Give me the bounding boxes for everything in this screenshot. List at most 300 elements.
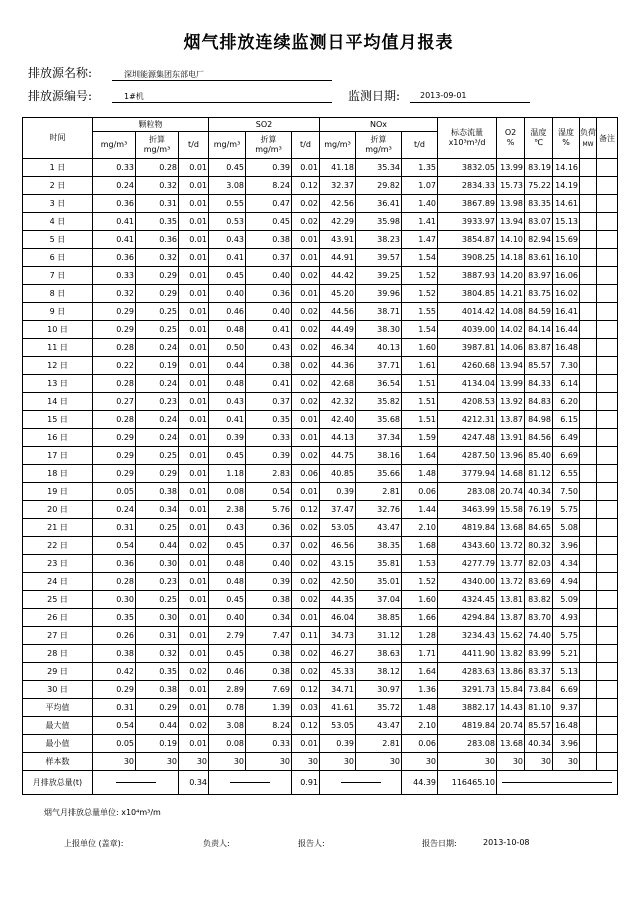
day-value-cell: 14.19 — [553, 177, 580, 195]
header-so2-mg: mg/m³ — [209, 132, 246, 159]
day-value-cell: 0.01 — [179, 519, 209, 537]
header-hum-label: 湿度 — [558, 128, 575, 137]
day-value-cell: 42.56 — [320, 195, 356, 213]
total-row — [23, 771, 618, 795]
day-value-cell: 41.18 — [320, 159, 356, 177]
day-value-cell: 0.55 — [209, 195, 246, 213]
day-value-cell: 0.46 — [209, 663, 246, 681]
day-row — [23, 375, 618, 393]
day-value-cell: 0.40 — [209, 285, 246, 303]
day-value-cell: 0.36 — [93, 555, 136, 573]
day-value-cell: 4277.79 — [438, 555, 497, 573]
day-value-cell: 0.24 — [136, 375, 179, 393]
day-value-cell: 4212.31 — [438, 411, 497, 429]
day-value-cell: 0.47 — [246, 195, 292, 213]
day-row — [23, 627, 618, 645]
day-label-cell: 13 日 — [23, 375, 93, 393]
day-value-cell: 83.70 — [525, 609, 553, 627]
load-cell — [580, 375, 597, 393]
day-value-cell: 82.03 — [525, 555, 553, 573]
day-value-cell: 0.30 — [136, 609, 179, 627]
day-value-cell: 43.91 — [320, 231, 356, 249]
total-so2-dash — [209, 771, 292, 795]
header-so2-conv — [246, 132, 292, 159]
load-cell — [580, 411, 597, 429]
header-flow — [438, 118, 497, 159]
note-cell — [597, 663, 618, 681]
day-value-cell: 5.75 — [553, 627, 580, 645]
note-cell — [597, 375, 618, 393]
day-value-cell: 1.41 — [402, 213, 438, 231]
day-value-cell: 13.87 — [497, 411, 525, 429]
day-value-cell: 30.97 — [356, 681, 402, 699]
day-value-cell: 0.24 — [136, 411, 179, 429]
day-value-cell: 0.01 — [292, 429, 320, 447]
day-value-cell: 0.01 — [179, 321, 209, 339]
day-value-cell: 0.33 — [93, 159, 136, 177]
note-cell — [597, 519, 618, 537]
day-label-cell: 3 日 — [23, 195, 93, 213]
stat-value-cell: 30 — [438, 753, 497, 771]
day-value-cell: 42.40 — [320, 411, 356, 429]
stat-value-cell: 0.19 — [136, 735, 179, 753]
load-cell — [580, 699, 597, 717]
day-row — [23, 393, 618, 411]
day-value-cell: 0.38 — [93, 645, 136, 663]
load-cell — [580, 609, 597, 627]
day-value-cell: 36.54 — [356, 375, 402, 393]
day-value-cell: 1.44 — [402, 501, 438, 519]
day-value-cell: 0.24 — [93, 177, 136, 195]
day-value-cell: 14.02 — [497, 321, 525, 339]
load-cell — [580, 249, 597, 267]
day-value-cell: 42.68 — [320, 375, 356, 393]
day-value-cell: 0.39 — [209, 429, 246, 447]
note-cell — [597, 339, 618, 357]
stat-value-cell: 30 — [320, 753, 356, 771]
day-value-cell: 0.29 — [93, 429, 136, 447]
note-cell — [597, 501, 618, 519]
source-name-value: 深圳能源集团东部电厂 — [124, 70, 204, 79]
day-value-cell: 0.01 — [179, 195, 209, 213]
load-cell — [580, 735, 597, 753]
note-cell — [597, 645, 618, 663]
stat-value-cell: 0.54 — [93, 717, 136, 735]
day-value-cell: 34.71 — [320, 681, 356, 699]
stat-value-cell: 30 — [93, 753, 136, 771]
day-value-cell: 13.94 — [497, 213, 525, 231]
load-cell — [580, 627, 597, 645]
day-value-cell: 0.01 — [292, 231, 320, 249]
source-no-row — [28, 87, 92, 104]
day-value-cell: 44.91 — [320, 249, 356, 267]
day-value-cell: 2.89 — [209, 681, 246, 699]
note-cell — [597, 177, 618, 195]
day-row — [23, 339, 618, 357]
day-row — [23, 681, 618, 699]
day-value-cell: 83.87 — [525, 339, 553, 357]
day-value-cell: 3987.81 — [438, 339, 497, 357]
day-row — [23, 285, 618, 303]
day-value-cell: 1.51 — [402, 411, 438, 429]
day-value-cell: 4039.00 — [438, 321, 497, 339]
day-value-cell: 39.57 — [356, 249, 402, 267]
header-pm-conv-label: 折算 — [149, 135, 165, 144]
load-cell — [580, 321, 597, 339]
day-value-cell: 0.11 — [292, 627, 320, 645]
day-value-cell: 0.02 — [292, 555, 320, 573]
day-value-cell: 46.56 — [320, 537, 356, 555]
day-value-cell: 40.85 — [320, 465, 356, 483]
day-label-cell: 8 日 — [23, 285, 93, 303]
day-value-cell: 35.66 — [356, 465, 402, 483]
day-value-cell: 43.15 — [320, 555, 356, 573]
note-cell — [597, 159, 618, 177]
day-value-cell: 0.02 — [179, 537, 209, 555]
stat-value-cell: 0.31 — [93, 699, 136, 717]
note-cell — [597, 465, 618, 483]
header-o2-label: O2 — [504, 128, 517, 137]
day-value-cell: 83.35 — [525, 195, 553, 213]
load-cell — [580, 555, 597, 573]
day-label-cell: 4 日 — [23, 213, 93, 231]
day-label-cell: 11 日 — [23, 339, 93, 357]
stat-value-cell: 43.47 — [356, 717, 402, 735]
day-value-cell: 45.20 — [320, 285, 356, 303]
day-value-cell: 0.42 — [93, 663, 136, 681]
day-value-cell: 0.02 — [292, 195, 320, 213]
day-value-cell: 44.13 — [320, 429, 356, 447]
day-value-cell: 4247.48 — [438, 429, 497, 447]
stat-label-cell: 样本数 — [23, 753, 93, 771]
stat-value-cell: 30 — [402, 753, 438, 771]
day-label-cell: 20 日 — [23, 501, 93, 519]
day-value-cell: 0.35 — [246, 411, 292, 429]
day-value-cell: 0.29 — [93, 681, 136, 699]
day-value-cell: 32.76 — [356, 501, 402, 519]
day-value-cell: 16.06 — [553, 267, 580, 285]
day-value-cell: 7.30 — [553, 357, 580, 375]
day-row — [23, 555, 618, 573]
day-value-cell: 15.13 — [553, 213, 580, 231]
day-value-cell: 44.49 — [320, 321, 356, 339]
day-value-cell: 0.01 — [179, 339, 209, 357]
day-value-cell: 0.02 — [292, 321, 320, 339]
day-value-cell: 2.38 — [209, 501, 246, 519]
day-value-cell: 38.85 — [356, 609, 402, 627]
day-value-cell: 0.40 — [209, 609, 246, 627]
day-value-cell: 36.41 — [356, 195, 402, 213]
header-pm-mg: mg/m³ — [93, 132, 136, 159]
day-row — [23, 663, 618, 681]
day-value-cell: 0.48 — [209, 555, 246, 573]
date-label: 监测日期: — [348, 89, 401, 103]
day-value-cell: 0.29 — [93, 303, 136, 321]
day-row — [23, 231, 618, 249]
day-value-cell: 0.45 — [209, 591, 246, 609]
day-value-cell: 0.12 — [292, 681, 320, 699]
day-value-cell: 0.38 — [246, 591, 292, 609]
day-value-cell: 14.18 — [497, 249, 525, 267]
day-value-cell: 0.54 — [93, 537, 136, 555]
stat-row — [23, 717, 618, 735]
day-value-cell: 0.33 — [246, 429, 292, 447]
header-o2 — [497, 118, 525, 159]
day-value-cell: 4287.50 — [438, 447, 497, 465]
day-row — [23, 177, 618, 195]
day-value-cell: 16.02 — [553, 285, 580, 303]
day-row — [23, 519, 618, 537]
day-row — [23, 591, 618, 609]
day-value-cell: 83.07 — [525, 213, 553, 231]
day-value-cell: 0.45 — [246, 213, 292, 231]
day-value-cell: 0.25 — [136, 303, 179, 321]
note-cell — [597, 555, 618, 573]
load-cell — [580, 573, 597, 591]
header-pm-td: t/d — [179, 132, 209, 159]
day-value-cell: 0.29 — [136, 267, 179, 285]
stat-value-cell: 0.01 — [179, 735, 209, 753]
day-value-cell: 0.26 — [93, 627, 136, 645]
day-value-cell: 3234.43 — [438, 627, 497, 645]
stat-value-cell: 0.39 — [320, 735, 356, 753]
stat-label-cell: 平均值 — [23, 699, 93, 717]
day-label-cell: 27 日 — [23, 627, 93, 645]
day-value-cell: 84.65 — [525, 519, 553, 537]
day-value-cell: 0.34 — [246, 609, 292, 627]
day-value-cell: 6.15 — [553, 411, 580, 429]
day-value-cell: 15.73 — [497, 177, 525, 195]
day-label-cell: 29 日 — [23, 663, 93, 681]
day-label-cell: 1 日 — [23, 159, 93, 177]
day-label-cell: 7 日 — [23, 267, 93, 285]
day-label-cell: 15 日 — [23, 411, 93, 429]
day-value-cell: 35.34 — [356, 159, 402, 177]
note-cell — [597, 735, 618, 753]
stat-value-cell: 13.68 — [497, 735, 525, 753]
day-value-cell: 1.60 — [402, 339, 438, 357]
day-value-cell: 0.08 — [209, 483, 246, 501]
load-cell — [580, 339, 597, 357]
day-value-cell: 0.31 — [93, 519, 136, 537]
day-value-cell: 0.31 — [136, 195, 179, 213]
header-nox-conv — [356, 132, 402, 159]
day-value-cell: 4014.42 — [438, 303, 497, 321]
stat-value-cell: 41.61 — [320, 699, 356, 717]
header-nox-conv-unit: mg/m³ — [365, 145, 392, 154]
day-value-cell: 15.58 — [497, 501, 525, 519]
note-cell — [597, 627, 618, 645]
day-value-cell: 0.41 — [246, 321, 292, 339]
day-label-cell: 12 日 — [23, 357, 93, 375]
day-value-cell: 0.01 — [179, 285, 209, 303]
day-value-cell: 0.01 — [292, 609, 320, 627]
day-value-cell: 0.35 — [136, 213, 179, 231]
day-value-cell: 0.43 — [209, 393, 246, 411]
day-value-cell: 0.29 — [136, 285, 179, 303]
stat-value-cell: 30 — [179, 753, 209, 771]
stats-rows — [23, 699, 618, 771]
note-cell — [597, 321, 618, 339]
day-value-cell: 3933.97 — [438, 213, 497, 231]
stat-value-cell: 35.72 — [356, 699, 402, 717]
day-value-cell: 0.01 — [179, 159, 209, 177]
day-value-cell: 0.54 — [246, 483, 292, 501]
day-value-cell: 13.77 — [497, 555, 525, 573]
note-cell — [597, 537, 618, 555]
day-value-cell: 38.12 — [356, 663, 402, 681]
day-value-cell: 0.30 — [93, 591, 136, 609]
note-cell — [597, 411, 618, 429]
source-no-value: 1#机 — [124, 92, 144, 101]
day-value-cell: 0.01 — [292, 159, 320, 177]
total-nox: 44.39 — [402, 771, 438, 795]
header-pm-conv-unit: mg/m³ — [143, 145, 171, 154]
day-value-cell: 0.38 — [246, 231, 292, 249]
load-cell — [580, 267, 597, 285]
day-value-cell: 35.68 — [356, 411, 402, 429]
note-cell — [597, 681, 618, 699]
day-value-cell: 84.56 — [525, 429, 553, 447]
day-value-cell: 0.28 — [93, 375, 136, 393]
day-value-cell: 14.68 — [497, 465, 525, 483]
day-value-cell: 42.50 — [320, 573, 356, 591]
day-value-cell: 0.24 — [136, 429, 179, 447]
day-value-cell: 0.01 — [179, 447, 209, 465]
day-value-cell: 0.40 — [246, 303, 292, 321]
stat-label-cell: 最小值 — [23, 735, 93, 753]
day-value-cell: 0.28 — [93, 339, 136, 357]
day-value-cell: 16.44 — [553, 321, 580, 339]
day-value-cell: 83.61 — [525, 249, 553, 267]
day-value-cell: 40.13 — [356, 339, 402, 357]
day-value-cell: 1.48 — [402, 465, 438, 483]
header-temp-unit: ℃ — [534, 138, 543, 147]
day-value-cell: 44.42 — [320, 267, 356, 285]
day-value-cell: 3291.73 — [438, 681, 497, 699]
day-value-cell: 0.01 — [179, 501, 209, 519]
day-value-cell: 0.41 — [209, 249, 246, 267]
day-value-cell: 0.31 — [136, 627, 179, 645]
day-row — [23, 609, 618, 627]
day-value-cell: 37.71 — [356, 357, 402, 375]
day-value-cell: 14.08 — [497, 303, 525, 321]
day-value-cell: 38.63 — [356, 645, 402, 663]
stat-value-cell: 8.24 — [246, 717, 292, 735]
day-value-cell: 0.02 — [292, 339, 320, 357]
day-value-cell: 46.34 — [320, 339, 356, 357]
day-row — [23, 429, 618, 447]
day-value-cell: 2.10 — [402, 519, 438, 537]
stat-value-cell: 30 — [136, 753, 179, 771]
total-so2: 0.91 — [292, 771, 320, 795]
day-value-cell: 13.96 — [497, 447, 525, 465]
day-value-cell: 4343.60 — [438, 537, 497, 555]
load-cell — [580, 537, 597, 555]
day-value-cell: 0.25 — [136, 447, 179, 465]
day-value-cell: 0.02 — [292, 303, 320, 321]
day-value-cell: 38.71 — [356, 303, 402, 321]
day-value-cell: 40.34 — [525, 483, 553, 501]
load-cell — [580, 519, 597, 537]
date-value: 2013-09-01 — [420, 91, 467, 100]
day-value-cell: 38.16 — [356, 447, 402, 465]
day-value-cell: 0.23 — [136, 393, 179, 411]
day-value-cell: 45.33 — [320, 663, 356, 681]
day-value-cell: 37.34 — [356, 429, 402, 447]
day-label-cell: 18 日 — [23, 465, 93, 483]
day-value-cell: 0.43 — [209, 231, 246, 249]
day-value-cell: 46.04 — [320, 609, 356, 627]
load-cell — [580, 753, 597, 771]
day-value-cell: 0.01 — [179, 411, 209, 429]
stat-value-cell: 2.81 — [356, 735, 402, 753]
day-value-cell: 0.19 — [136, 357, 179, 375]
note-cell — [597, 267, 618, 285]
day-label-cell: 9 日 — [23, 303, 93, 321]
day-value-cell: 3804.85 — [438, 285, 497, 303]
day-value-cell: 1.51 — [402, 375, 438, 393]
header-temp-label: 温度 — [530, 128, 547, 137]
day-value-cell: 0.36 — [93, 249, 136, 267]
day-value-cell: 1.68 — [402, 537, 438, 555]
day-value-cell: 74.40 — [525, 627, 553, 645]
stat-value-cell: 20.74 — [497, 717, 525, 735]
day-value-cell: 6.69 — [553, 447, 580, 465]
day-value-cell: 0.01 — [179, 213, 209, 231]
stat-value-cell: 0.44 — [136, 717, 179, 735]
stat-value-cell: 3.08 — [209, 717, 246, 735]
day-value-cell: 4260.68 — [438, 357, 497, 375]
total-row-group — [23, 771, 618, 795]
day-value-cell: 0.02 — [292, 591, 320, 609]
stat-value-cell: 81.10 — [525, 699, 553, 717]
day-value-cell: 31.12 — [356, 627, 402, 645]
stat-value-cell: 283.08 — [438, 735, 497, 753]
day-value-cell: 3463.99 — [438, 501, 497, 519]
day-value-cell: 82.94 — [525, 231, 553, 249]
source-name-row — [28, 64, 92, 81]
stat-value-cell: 3.96 — [553, 735, 580, 753]
stat-value-cell: 0.12 — [292, 717, 320, 735]
day-value-cell: 84.83 — [525, 393, 553, 411]
day-row — [23, 357, 618, 375]
total-flow: 116465.10 — [438, 771, 497, 795]
load-cell — [580, 501, 597, 519]
stat-value-cell: 0.33 — [246, 735, 292, 753]
total-pm: 0.34 — [179, 771, 209, 795]
day-value-cell: 1.60 — [402, 591, 438, 609]
total-nox-dash — [320, 771, 402, 795]
header-temp — [525, 118, 553, 159]
day-row — [23, 645, 618, 663]
day-value-cell: 37.04 — [356, 591, 402, 609]
load-cell — [580, 303, 597, 321]
day-value-cell: 4134.04 — [438, 375, 497, 393]
day-value-cell: 1.64 — [402, 663, 438, 681]
note-cell — [597, 285, 618, 303]
day-value-cell: 16.10 — [553, 249, 580, 267]
day-value-cell: 1.36 — [402, 681, 438, 699]
day-value-cell: 0.01 — [179, 591, 209, 609]
header-hum-unit: % — [562, 138, 570, 147]
header-so2-conv-label: 折算 — [260, 135, 277, 144]
load-cell — [580, 231, 597, 249]
day-value-cell: 0.35 — [93, 609, 136, 627]
day-value-cell: 0.43 — [246, 339, 292, 357]
day-value-cell: 0.32 — [136, 249, 179, 267]
day-label-cell: 5 日 — [23, 231, 93, 249]
